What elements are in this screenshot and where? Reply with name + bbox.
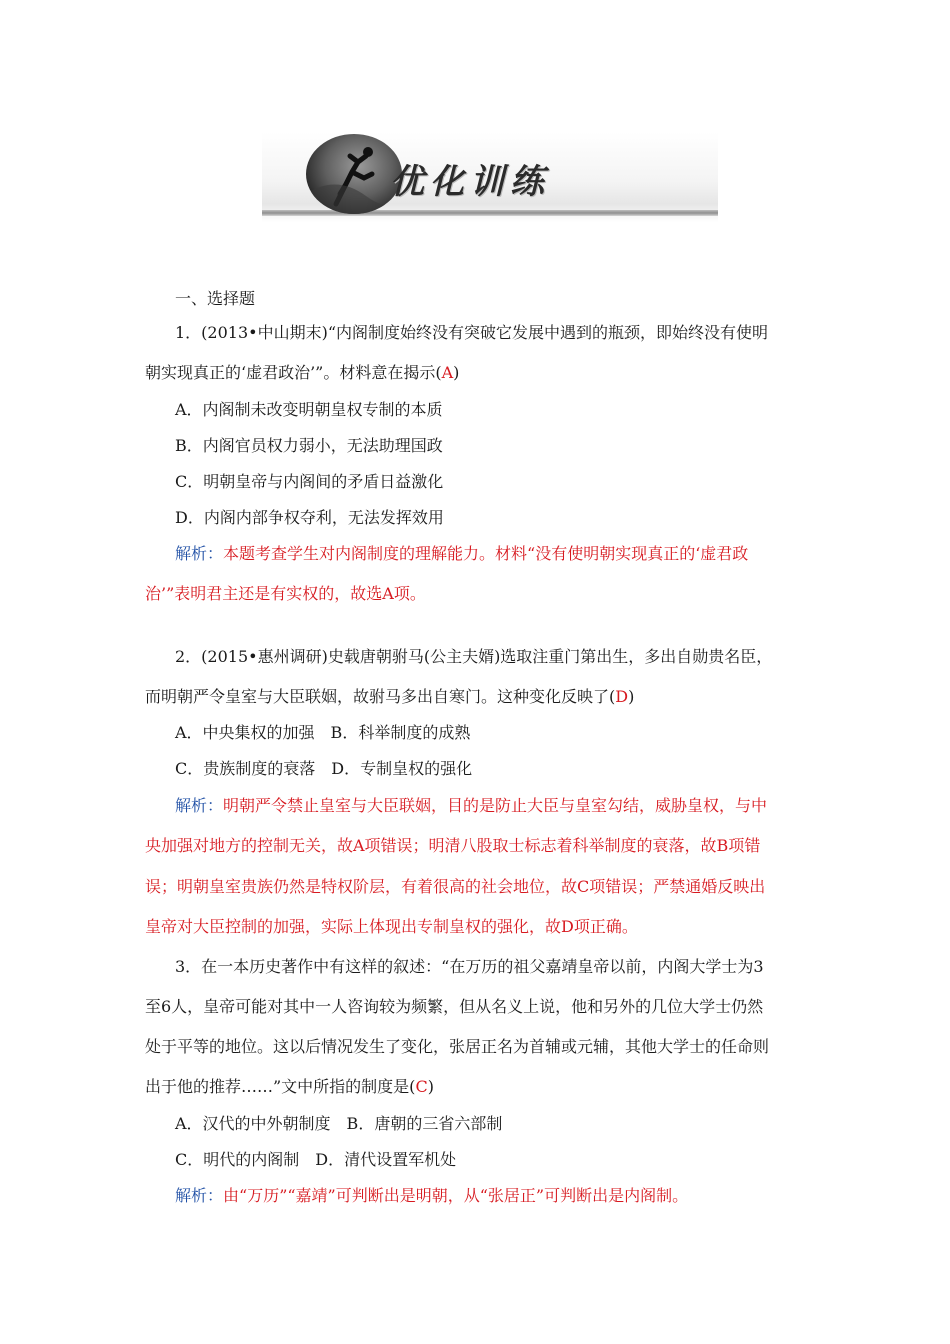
q1-analysis-line2: 治’”表明君主还是有实权的，故选A项。 <box>145 584 426 603</box>
q2-answer: D <box>615 687 629 706</box>
q1-option-a: A．内阁制未改变明朝皇权专制的本质 <box>175 400 443 419</box>
banner-underline <box>262 210 718 216</box>
q2-analysis-line4: 皇帝对大臣控制的加强，实际上体现出专制皇权的强化，故D项正确。 <box>145 917 638 936</box>
section-heading: 一、选择题 <box>175 289 256 308</box>
q1-option-b: B．内阁官员权力弱小，无法助理国政 <box>175 436 443 455</box>
banner-title: 优化训练 <box>390 162 550 202</box>
q2-analysis-label: 解析： <box>175 796 224 815</box>
q3-answer: C <box>415 1077 428 1096</box>
q3-stem-line3: 处于平等的地位。这以后情况发生了变化，张居正名为首辅或元辅，其他大学士的任命则 <box>145 1037 770 1056</box>
q3-analysis-line1: 解析：由“万历”“嘉靖”可判断出是明朝，从“张居正”可判断出是内阁制。 <box>175 1186 689 1205</box>
q2-options-line2: C．贵族制度的衰落 D．专制皇权的强化 <box>175 759 473 778</box>
q1-analysis-label: 解析： <box>175 544 224 563</box>
q2-options-line1: A．中央集权的加强 B．科举制度的成熟 <box>175 723 471 742</box>
q2-analysis-line3: 误；明朝皇室贵族仍然是特权阶层，有着很高的社会地位，故C项错误；严禁通婚反映出 <box>145 877 766 896</box>
q1-option-c: C．明朝皇帝与内阁间的矛盾日益激化 <box>175 472 444 491</box>
q3-analysis-label: 解析： <box>175 1186 224 1205</box>
q3-stem-line2: 至6人，皇帝可能对其中一人咨询较为频繁，但从名义上说，他和另外的几位大学士仍然 <box>145 997 764 1016</box>
q1-stem-line2: 朝实现真正的‘虚君政治’”。材料意在揭示(A) <box>145 363 460 382</box>
q3-options-line2: C．明代的内阁制 D．清代设置军机处 <box>175 1150 457 1169</box>
q3-options-line1: A．汉代的中外朝制度 B．唐朝的三省六部制 <box>175 1114 503 1133</box>
q2-stem-line1: 2．(2015•惠州调研)史载唐朝驸马(公主夫婿)选取注重门第出生，多出自勋贵名臣， <box>175 647 773 666</box>
section-banner <box>262 132 718 222</box>
q2-analysis-line1: 解析：明朝严令禁止皇室与大臣联姻，目的是防止大臣与皇室勾结，威胁皇权，与中 <box>175 796 768 815</box>
q3-stem-line4: 出于他的推荐……”文中所指的制度是(C) <box>145 1077 434 1096</box>
q1-option-d: D．内阁内部争权夺利，无法发挥效用 <box>175 508 444 527</box>
q1-answer: A <box>441 363 454 382</box>
q2-analysis-line2: 央加强对地方的控制无关，故A项错误；明清八股取士标志着科举制度的衰落，故B项错 <box>145 836 761 855</box>
q2-stem-line2: 而明朝严令皇室与大臣联姻，故驸马多出自寒门。这种变化反映了(D) <box>145 687 635 706</box>
climber-icon <box>306 134 402 214</box>
q1-analysis-line1: 解析：本题考查学生对内阁制度的理解能力。材料“没有使明朝实现真正的‘虚君政 <box>175 544 749 563</box>
q3-stem-line1: 3．在一本历史著作中有这样的叙述：“在万历的祖父嘉靖皇帝以前，内阁大学士为3 <box>175 957 764 976</box>
q1-stem-line1: 1．(2013•中山期末)“内阁制度始终没有突破它发展中遇到的瓶颈，即始终没有使明 <box>175 323 769 342</box>
